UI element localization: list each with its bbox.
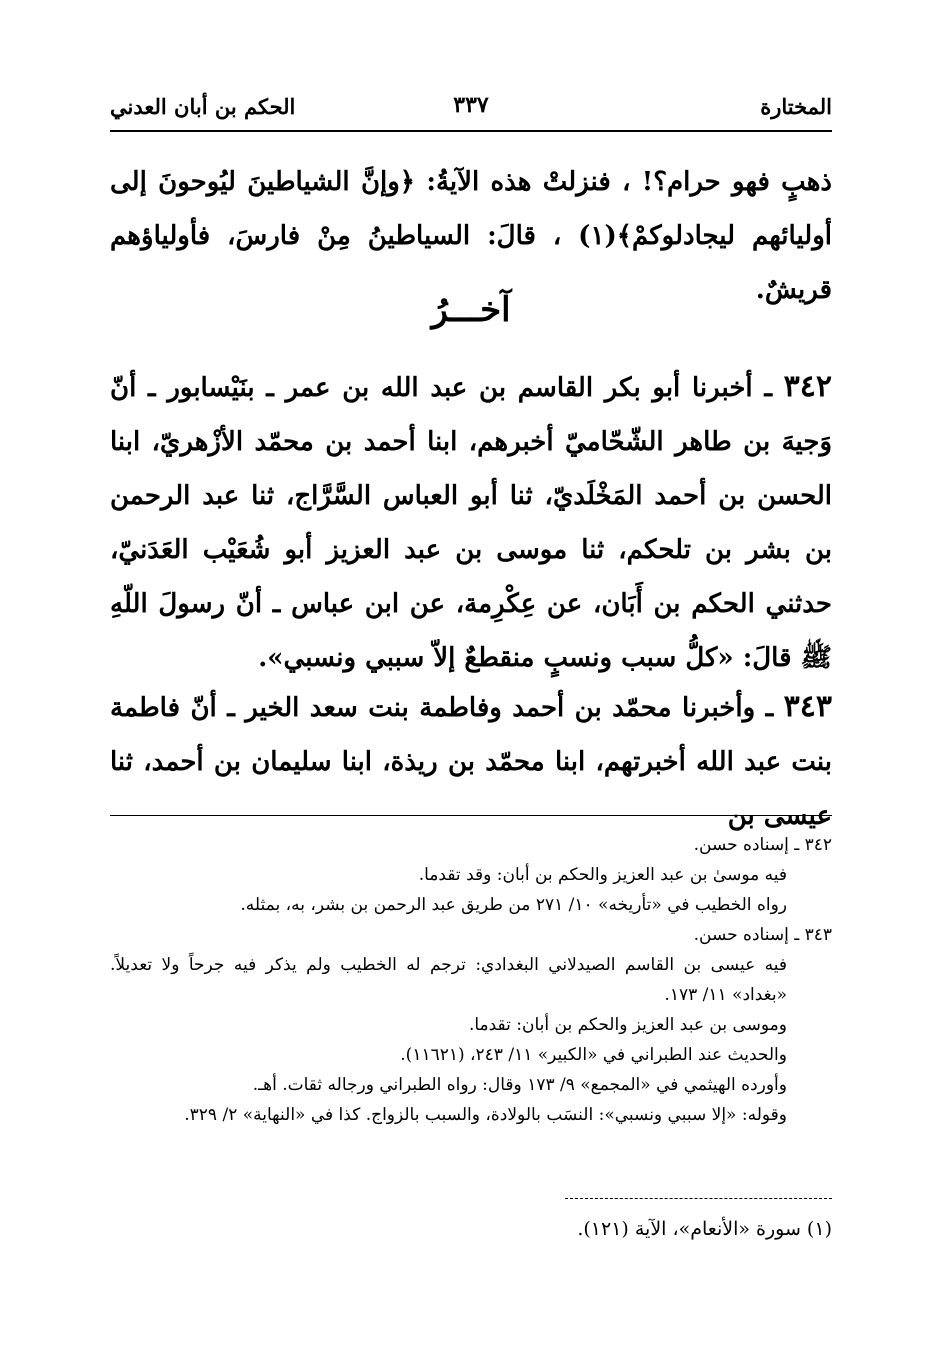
note-heading: ٣٤٣ ـ إسناده حسن. [693, 925, 832, 945]
chapter-title: الحكم بن أبان العدني [110, 94, 296, 119]
hadith-text: ـ وأخبرنا محمّد بن أحمد وفاطمة بنت سعد الخير ـ أنّ فاطمة بنت عبد الله أخبرتهم، ابنا محمّد بن ريذة، ابنا سليمان بن أحمد، ثنا عيسى بن [110, 693, 832, 831]
note-line: فيه عيسى بن القاسم الصيدلاني البغدادي: ترجم له الخطيب ولم يذكر فيه جرحاً ولا تعديلاً. «بغداد» ١١/ ١٧٣. [110, 955, 787, 1005]
section-title: آخـــرُ [431, 290, 511, 330]
note-line: وقوله: «إلا سببي ونسبي»: النسَب بالولادة، والسبب بالزواج. كذا في «النهاية» ٢/ ٣٢٩. [184, 1105, 787, 1125]
intro-paragraph: ذهبٍ فهو حرام؟! ، فنزلتْ هذه الآيةُ: ﴿وإنَّ الشياطينَ ليُوحونَ إلى أوليائهم ليجادلوكمْ﴾(١) ، قالَ: السياطينُ مِنْ فارسَ، فأولياؤهم قريشٌ. [110, 167, 832, 305]
note-line: رواه الخطيب في «تأريخه» ١٠/ ٢٧١ من طريق عبد الرحمن بن بشر، به، بمثله. [240, 895, 787, 915]
hadith-text: ـ أخبرنا أبو بكر القاسم بن عبد الله بن عمر ـ بنَيْسابور ـ أنّ وَجيهَ بن طاهر الشّحّاميّ أخبرهم، ابنا أحمد بن محمّد الأزْهريّ، ابنا الحسن بن أحمد المَخْلَديّ، ثنا أبو العباس السَّرَّاج، ثنا عبد الرحمن بن بشر بن تلحكم، ثنا موسى بن عبد العزيز أبو شُعَيْب العَدَنيّ، حدثني الحكم بن أَبَان، عن عِكْرِمة، عن ابن عباس ـ أنّ رسولَ اللّهِ ﷺ قالَ: «كلُّ سبب ونسبٍ منقطعٌ إلاّ سببي ونسبي». [110, 373, 832, 673]
commentary-notes [110, 830, 832, 1130]
notes-separator [110, 815, 832, 816]
header-rule [110, 130, 832, 132]
note-line: وموسى بن عبد العزيز والحكم بن أبان: تقدما. [468, 1015, 787, 1035]
note-line: فيه موسىٰ بن عبد العزيز والحكم بن أبان: وقد تقدما. [418, 865, 787, 885]
note-heading: ٣٤٢ ـ إسناده حسن. [693, 835, 832, 855]
running-header [110, 88, 832, 128]
hadith-number: ٣٤٢ [783, 369, 832, 404]
footnote-separator [565, 1198, 832, 1199]
note-line: وأورده الهيثمي في «المجمع» ٩/ ١٧٣ وقال: رواه الطبراني ورجاله ثقات. أهـ. [252, 1075, 787, 1095]
page-number: ٣٣٧ [453, 92, 489, 118]
hadith-number: ٣٤٣ [783, 689, 832, 724]
note-line: والحديث عند الطبراني في «الكبير» ١١/ ٢٤٣، (١١٦٢١). [400, 1045, 787, 1065]
hadith-342 [110, 360, 832, 685]
footnote: (١) سورة «الأنعام»، الآية (١٢١). [577, 1218, 832, 1240]
hadith-343 [110, 680, 832, 843]
book-title: المختارة [760, 94, 832, 119]
